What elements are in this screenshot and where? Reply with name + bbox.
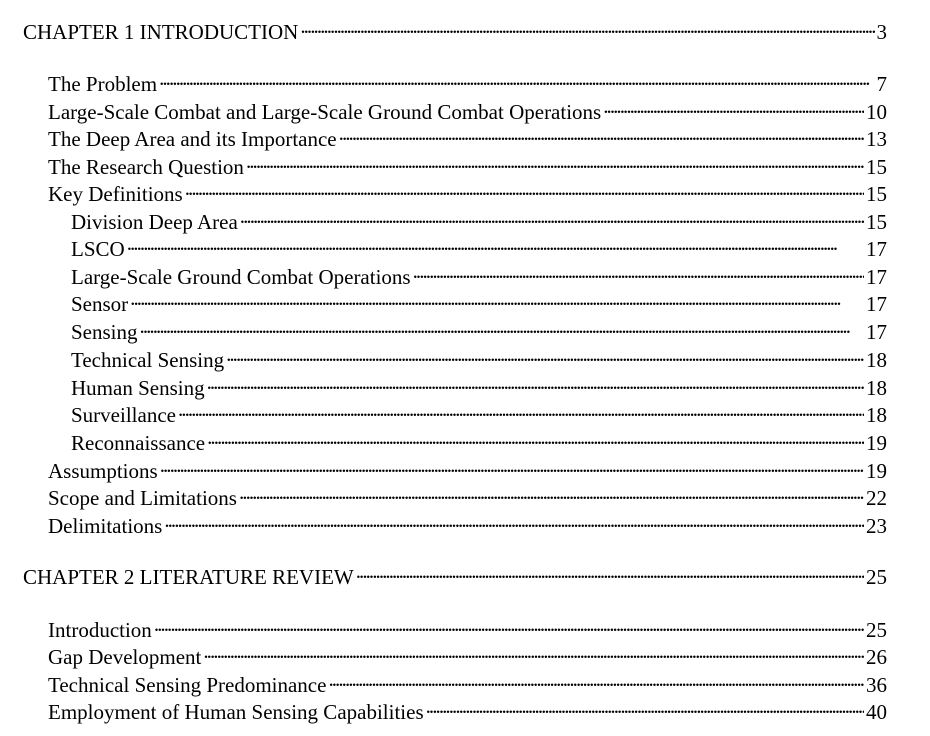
toc-entry-title: Human Sensing [71,376,205,400]
toc-chapter-2[interactable] [23,558,887,590]
toc-entry-title: Gap Development [48,645,202,669]
dot-leader [300,13,874,39]
dot-leader [130,285,864,311]
toc-page-number: 22 [866,486,887,510]
toc-page-number: 18 [866,376,887,400]
toc-page-number: 15 [866,182,887,206]
dot-leader [154,611,864,637]
toc-entry-title: Sensing [71,320,138,344]
toc-entry-title: The Deep Area and its Importance [48,127,337,151]
toc-page-number: 17 [866,292,887,316]
toc-entry-title: The Problem [48,72,158,96]
toc-page-number: 36 [866,673,887,697]
toc-page-number: 3 [876,20,887,44]
toc-entry-title: Surveillance [71,403,176,427]
dot-leader [127,230,864,256]
toc-entry-title: Assumptions [48,459,158,483]
dot-leader [603,93,864,119]
dot-leader [426,693,864,719]
dot-leader [203,638,864,664]
dot-leader [356,558,864,584]
dot-leader [239,479,864,505]
toc-entry-title: Sensor [71,292,129,316]
toc-entry-title: The Research Question [48,155,244,179]
toc-page-number: 23 [866,514,887,538]
dot-leader [413,258,864,284]
toc-page-number: 17 [866,320,887,344]
toc-page-number: 15 [866,155,887,179]
toc-page-number: 25 [866,618,887,642]
toc-chapter-1[interactable] [23,13,887,45]
toc-page-number: 40 [866,700,887,724]
dot-leader [240,203,864,229]
toc-page-number: 26 [866,645,887,669]
dot-leader [140,313,864,339]
dot-leader [159,65,874,91]
toc-entry-title: Employment of Human Sensing Capabilities [48,700,424,724]
toc-chapter-title: CHAPTER 1 INTRODUCTION [23,20,299,44]
dot-leader [226,341,864,367]
dot-leader [164,507,864,533]
toc-entry-title: Key Definitions [48,182,183,206]
dot-leader [178,396,864,422]
toc-entry-title: LSCO [71,237,125,261]
dot-leader [207,424,864,450]
toc-page-number: 19 [866,431,887,455]
toc-page-number: 17 [866,237,887,261]
toc-page-number: 18 [866,348,887,372]
toc-page-number: 25 [866,565,887,589]
toc-entry-title: Delimitations [48,514,163,538]
toc-entry-title: Scope and Limitations [48,486,237,510]
toc-chapter-title: CHAPTER 2 LITERATURE REVIEW [23,565,354,589]
toc-entry[interactable] [48,507,887,539]
toc-page-number: 15 [866,210,887,234]
toc-entry-title: Introduction [48,618,152,642]
toc-entry-title: Technical Sensing [71,348,225,372]
toc-page-number: 17 [866,265,887,289]
toc-entry-title: Large-Scale Ground Combat Operations [71,265,411,289]
dot-leader [160,452,864,478]
toc-page-number: 13 [866,127,887,151]
dot-leader [246,148,864,174]
toc-entry[interactable] [48,693,887,725]
toc-entry-title: Division Deep Area [71,210,238,234]
toc-page-number: 10 [866,100,887,124]
toc-entry-title: Technical Sensing Predominance [48,673,327,697]
dot-leader [207,369,864,395]
toc-entry-title: Reconnaissance [71,431,206,455]
dot-leader [185,175,864,201]
toc-page-number: 19 [866,459,887,483]
toc-page-number: 18 [866,403,887,427]
dot-leader [339,120,864,146]
toc-page-number: 7 [876,72,887,96]
dot-leader [328,666,864,692]
toc-entry-title: Large-Scale Combat and Large-Scale Ground Combat Operations [48,100,602,124]
